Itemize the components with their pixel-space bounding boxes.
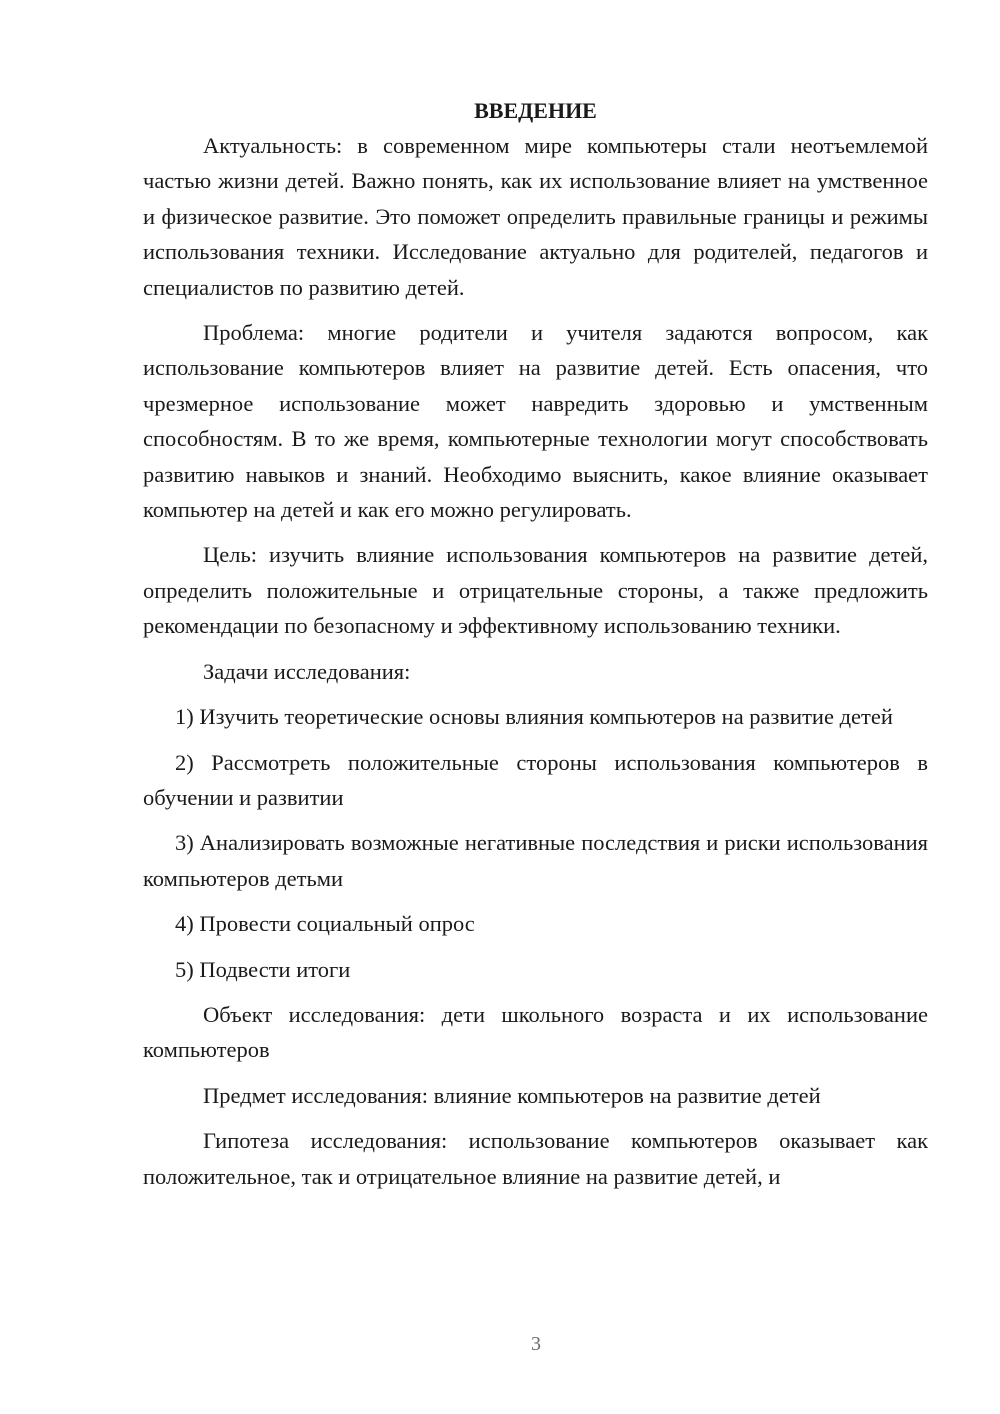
task-item-1: 1) Изучить теоретические основы влияния компьютеров на развитие детей [175,704,893,730]
task-item-5: 5) Подвести итоги [175,956,351,982]
task-item-4: 4) Провести социальный опрос [175,911,475,937]
paragraph-hypothesis: Гипотеза исследования: использование компьютеров оказывает как положительное, так и отрицательное влияние на развитие детей, и [143,1128,928,1189]
paragraph-tasks-heading: Задачи исследования: [203,658,411,684]
task-item-3: 3) Анализировать возможные негативные последствия и риски использования компьютеров детьми [143,830,928,891]
paragraph-object: Объект исследования: дети школьного возраста и их использование компьютеров [143,1001,928,1063]
task-item-2: 2) Рассмотреть положительные стороны использования компьютеров в обучении и развитии [143,749,928,810]
page-number: 3 [531,1333,541,1355]
paragraph-relevance: Актуальность: в современном мире компьютеры стали неотъемлемой частью жизни детей. Важно понять, как их использование влияет на умственное и физическое развитие. Это поможет определить правильные границы и режимы использования техники. Исследование актуально для родителей, педагогов и специалистов по развитию детей. [143,133,928,300]
paragraph-goal: Цель: изучить влияние использования компьютеров на развитие детей, определить положительные и отрицательные стороны, а также предложить рекомендации по безопасному и эффективному использованию техники. [143,542,928,639]
document-body [143,93,928,1194]
page-title: ВВЕДЕНИЕ [474,98,597,123]
paragraph-problem: Проблема: многие родители и учителя задаются вопросом, как использование компьютеров влияет на развитие детей. Есть опасения, что чрезмерное использование может навредить здоровью и умственным способностям. В то же время, компьютерные технологии могут способствовать развитию навыков и знаний. Необходимо выяснить, какое влияние оказывает компьютер на детей и как его можно регулировать. [143,320,928,523]
paragraph-subject: Предмет исследования: влияние компьютеров на развитие детей [203,1082,821,1108]
